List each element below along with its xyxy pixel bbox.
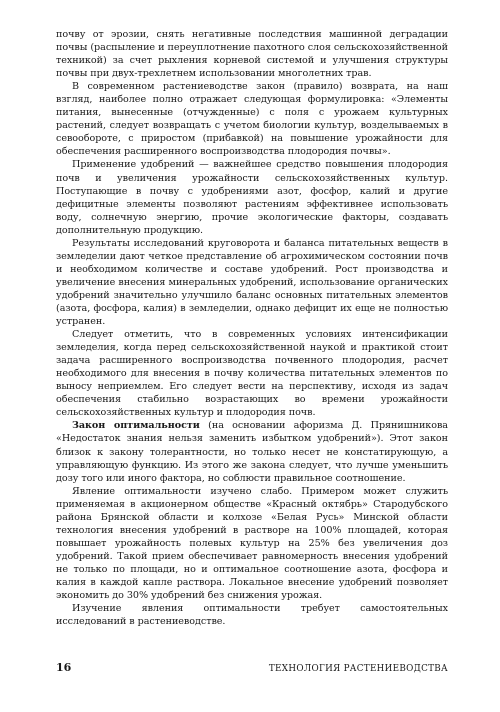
paragraph-5: Следует отметить, что в современных условиях интенсификации земледелия, когда перед сельскохозяйственной наукой и практикой стоит задача расширенного воспроизводства почвенного плодородия, расчет необходимого для внесения в почву количества питательных элементов по выносу неприемлем. Его следует вести на перспективу, исходя из задач обеспечения стабильно возрастающих во времени урожайности сельскохозяйственных культур и плодородия почв.	[56, 329, 448, 419]
running-title: ТЕХНОЛОГИЯ РАСТЕНИЕВОДСТВА	[268, 664, 448, 674]
body-text	[56, 28, 448, 628]
page-footer	[56, 661, 448, 674]
paragraph-1: почву от эрозии, снять негативные последствия машинной деградации почвы (распыление и переуплотнение пахотного слоя сельскохозяйственной техникой) за счет рыхления корневой системой и улучшения структуры почвы при двух-трехлетнем использовании многолетних трав.	[56, 29, 448, 80]
paragraph-3: Применение удобрений — важнейшее средство повышения плодородия почв и увеличения урожайности сельскохозяйственных культур. Поступающие в почву с удобрениями азот, фосфор, калий и другие дефицитные элементы позволяют растениям эффективнее использовать воду, солнечную энергию, прочие экологические факторы, создавать дополнительную продукцию.	[56, 159, 448, 236]
paragraph-7: Явление оптимальности изучено слабо. Примером может служить применяемая в акционерном обществе «Красный октябрь» Стародубского района Брянской области и колхозе «Белая Русь» Минской области технология внесения удобрений в растворе на 100% площадей, которая повышает урожайность полевых культур на 25% без увеличения доз удобрений. Такой прием обеспечивает равномерность внесения удобрений не только по площади, но и оптимальное соотношение азота, фосфора и калия в каждой капле раствора. Локальное внесение удобрений позволяет экономить до 30% удобрений без снижения урожая.	[56, 485, 448, 602]
paragraph-6	[56, 419, 448, 484]
paragraph-6-text: (на основании афоризма Д. Прянишникова «Недостаток знания нельзя заменить избытком удобрений»). Этот закон близок к закону толерантности, но только несет не констатирующую, а управляющую функцию. Из этого же закона следует, что лучше уменьшить дозу того или иного фактора, но соблюсти правильное соотношение.	[56, 420, 448, 484]
law-term: Закон оптимальности	[72, 420, 200, 432]
paragraph-8: Изучение явления оптимальности требует самостоятельных исследований в растениеводстве.	[56, 603, 448, 628]
page-number: 16	[56, 661, 72, 674]
paragraph-2: В современном растениеводстве закон (правило) возврата, на наш взгляд, наиболее полно отражает следующая формулировка: «Элементы питания, вынесенные (отчужденные) с поля с урожаем культурных растений, следует возвращать с учетом биологии культур, возделываемых в севообороте, с приростом (прибавкой) на повышение урожайности для обеспечения расширенного воспроизводства плодородия почвы».	[56, 81, 448, 158]
paragraph-4: Результаты исследований круговорота и баланса питательных веществ в земледелии дают четкое представление об агрохимическом состоянии почв и необходимом количестве и составе удобрений. Рост производства и увеличение внесения минеральных удобрений, использование органических удобрений значительно улучшило баланс основных питательных элементов (азота, фосфора, калия) в земледелии, однако дефицит их еще не полностью устранен.	[56, 237, 448, 328]
